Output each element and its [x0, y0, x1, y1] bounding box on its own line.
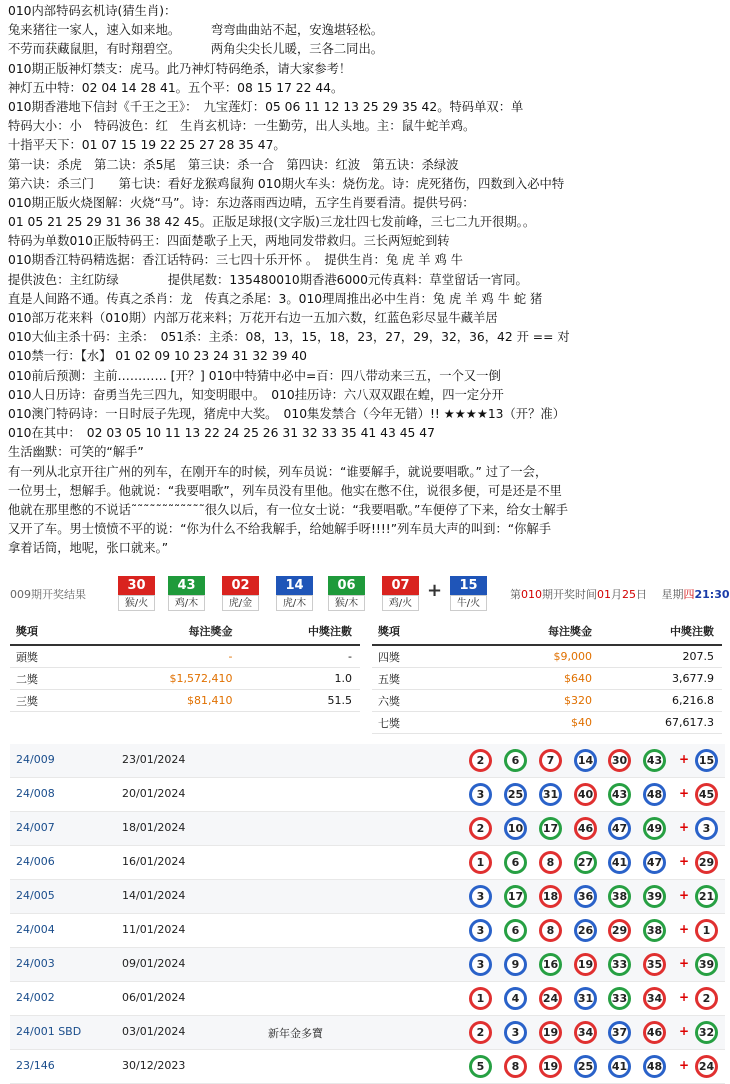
- result-ball: 18: [539, 885, 562, 908]
- special-ball-number: 15: [450, 576, 487, 595]
- next-draw-weekday: 四: [683, 588, 695, 601]
- draw-number: 24/008: [16, 787, 55, 800]
- plus-sign: +: [679, 990, 690, 1004]
- draw-number: 24/001 SBD: [16, 1025, 82, 1038]
- draw-ball: [382, 576, 419, 611]
- prize-count: 6,216.8: [600, 690, 722, 712]
- result-special-ball: 39: [695, 953, 718, 976]
- result-row: [10, 982, 725, 1016]
- draw-note: 新年金多寶: [268, 1027, 323, 1040]
- result-ball: 36: [574, 885, 597, 908]
- text-line: 他就在那里憋的不说话˜˜˜˜˜˜˜˜˜˜˜˜很久以后，有一位女士说：“我要唱歌。”车便停了下来，给女士解手: [8, 502, 568, 517]
- text-line: 010大仙主杀十码：主杀： 051杀：主杀：08，13，15，18，23，27，29，32，36，42 开 == 对: [8, 330, 570, 345]
- prize-item-header: 獎項: [372, 618, 470, 645]
- result-ball: 9: [504, 953, 527, 976]
- result-ball: 2: [469, 1021, 492, 1044]
- special-plus: +: [427, 580, 443, 601]
- plus-sign: +: [679, 888, 690, 902]
- draw-date: 06/01/2024: [122, 991, 186, 1004]
- prize-count: 207.5: [600, 645, 722, 668]
- result-ball: 47: [643, 851, 666, 874]
- draw-date: 14/01/2024: [122, 889, 186, 902]
- text-line: 十指平天下：01 07 15 19 22 25 27 28 35 47。: [8, 138, 286, 153]
- prize-row: [372, 712, 722, 734]
- result-ball: 35: [643, 953, 666, 976]
- result-ball: 48: [643, 1055, 666, 1078]
- result-ball: 19: [574, 953, 597, 976]
- result-ball: 16: [539, 953, 562, 976]
- text-line: 生活幽默：可笑的“解手”: [8, 445, 144, 460]
- next-draw-prefix: 第: [510, 588, 521, 601]
- text-line: 010内部特码玄机诗(猜生肖)：: [8, 4, 177, 18]
- plus-sign: +: [679, 1024, 690, 1038]
- result-ball: 8: [539, 919, 562, 942]
- result-ball: 2: [469, 817, 492, 840]
- prize-item: 二獎: [10, 668, 108, 690]
- prize-count: 1.0: [240, 668, 360, 690]
- prize-amount: $1,572,410: [108, 668, 240, 690]
- text-line: 01 05 21 25 29 31 36 38 42 45。正版足球报(文字版)三龙壮四七发前峰，三七二九开很期。。: [8, 215, 536, 230]
- result-ball: 43: [643, 749, 666, 772]
- prize-row: [10, 690, 360, 712]
- prize-count-header: 中獎注數: [240, 618, 360, 645]
- next-draw-month: 01: [597, 588, 611, 601]
- text-line: 提供波色：主红防绿 提供尾数：135480010期香港6000元传真料：草堂留话一宵同。: [8, 272, 528, 287]
- result-ball: 37: [608, 1021, 631, 1044]
- prize-table-left: [10, 618, 360, 712]
- result-row: [10, 948, 725, 982]
- draw-number: 23/146: [16, 1059, 55, 1072]
- text-line: 兔来猪往一家人，速入如来地。 弯弯曲曲站不起，安逸堪轻松。: [8, 23, 384, 38]
- plus-sign: +: [679, 820, 690, 834]
- last-draw-label: 009期开奖结果: [10, 588, 86, 601]
- result-ball: 39: [643, 885, 666, 908]
- draw-number: 24/005: [16, 889, 55, 902]
- special-ball-zodiac: 牛/火: [450, 595, 487, 611]
- result-ball: 34: [643, 987, 666, 1010]
- result-special-ball: 21: [695, 885, 718, 908]
- result-ball: 7: [539, 749, 562, 772]
- draw-number: 24/007: [16, 821, 55, 834]
- text-line: 直是人间路不通。传真之杀肖：龙 传真之杀尾：3。010理周推出必中生肖：兔 虎 羊 鸡 牛 蛇 猪: [8, 291, 543, 306]
- result-ball: 25: [574, 1055, 597, 1078]
- prize-amount: $9,000: [470, 645, 600, 668]
- prize-item: 五獎: [372, 668, 470, 690]
- prize-amount-header: 每注獎金: [108, 618, 240, 645]
- result-ball: 38: [608, 885, 631, 908]
- draw-number: 24/006: [16, 855, 55, 868]
- text-line: 010澳门特码诗：一日时辰子先现，猪虎中大奖。 010集发禁合（今年无错）!! ★★★★13（开？准）: [8, 406, 565, 421]
- results-list: [10, 744, 725, 1084]
- result-row: [10, 1050, 725, 1084]
- result-ball: 6: [504, 749, 527, 772]
- next-draw-day: 25: [622, 588, 636, 601]
- prize-row: [372, 668, 722, 690]
- next-draw-day-unit: 日 星期: [636, 588, 684, 601]
- result-special-ball: 29: [695, 851, 718, 874]
- plus-sign: +: [679, 854, 690, 868]
- result-ball: 4: [504, 987, 527, 1010]
- result-ball: 17: [539, 817, 562, 840]
- draw-ball: [118, 576, 155, 611]
- result-ball: 10: [504, 817, 527, 840]
- prize-amount: $320: [470, 690, 600, 712]
- draw-date: 11/01/2024: [122, 923, 186, 936]
- plus-sign: +: [679, 956, 690, 970]
- result-ball: 33: [608, 987, 631, 1010]
- result-row: [10, 846, 725, 880]
- result-row: [10, 744, 725, 778]
- result-ball: 27: [574, 851, 597, 874]
- draw-date: 30/12/2023: [122, 1059, 186, 1072]
- result-ball: 38: [643, 919, 666, 942]
- draw-number: 24/002: [16, 991, 55, 1004]
- result-ball: 3: [469, 885, 492, 908]
- prize-row: [372, 645, 722, 668]
- prize-row: [10, 668, 360, 690]
- draw-number: 24/003: [16, 957, 55, 970]
- text-line: 特码大小：小 特码波色：红 生肖玄机诗：一生勤劳，出人头地。主：鼠牛蛇羊鸡。: [8, 119, 476, 134]
- draw-number: 24/004: [16, 923, 55, 936]
- result-ball: 8: [504, 1055, 527, 1078]
- result-ball: 1: [469, 987, 492, 1010]
- prize-row: [372, 690, 722, 712]
- result-ball: 33: [608, 953, 631, 976]
- result-row: [10, 778, 725, 812]
- special-ball: [450, 576, 487, 611]
- prize-item: 三獎: [10, 690, 108, 712]
- result-ball: 6: [504, 919, 527, 942]
- draw-date: 03/01/2024: [122, 1025, 186, 1038]
- text-line: 神灯五中特：02 04 14 28 41。五个平：08 15 17 22 44。: [8, 80, 344, 95]
- result-special-ball: 45: [695, 783, 718, 806]
- prediction-text-block: [8, 2, 724, 558]
- plus-sign: +: [679, 1058, 690, 1072]
- result-ball: 41: [608, 851, 631, 874]
- text-line: 010期正版神灯禁支：虎马。此乃神灯特码绝杀，请大家参考！: [8, 61, 352, 76]
- result-special-ball: 1: [695, 919, 718, 942]
- draw-ball: [276, 576, 313, 611]
- prize-amount-header: 每注獎金: [470, 618, 600, 645]
- result-row: [10, 880, 725, 914]
- text-line: 一位男士，想解手。他就说：“我要唱歌”，列车员没有里他。他实在憋不住，说很多便，可是还是不里: [8, 483, 562, 498]
- result-ball: 48: [643, 783, 666, 806]
- result-special-ball: 24: [695, 1055, 718, 1078]
- draw-date: 16/01/2024: [122, 855, 186, 868]
- text-line: 不劳而获藏鼠胆，有时翔碧空。 两角尖尖长儿暖，三各二同出。: [8, 42, 384, 57]
- result-ball: 46: [643, 1021, 666, 1044]
- draw-ball: [222, 576, 259, 611]
- draw-date: 09/01/2024: [122, 957, 186, 970]
- result-row: [10, 914, 725, 948]
- prize-count: 67,617.3: [600, 712, 722, 734]
- result-ball: 19: [539, 1021, 562, 1044]
- text-line: 010前后预测：主前………… [开？] 010中特猜中必中=百：四八带动来三五，一个又一倒: [8, 368, 501, 383]
- last-draw-panel: [0, 574, 730, 614]
- text-line: 010在其中： 02 03 05 10 11 13 22 24 25 26 31 32 33 35 41 43 45 47: [8, 426, 435, 441]
- draw-ball-zodiac: 虎/木: [276, 595, 313, 611]
- text-line: 010禁一行：【水】 01 02 09 10 23 24 31 32 39 40: [8, 349, 307, 364]
- plus-sign: +: [679, 786, 690, 800]
- result-ball: 26: [574, 919, 597, 942]
- result-ball: 47: [608, 817, 631, 840]
- prize-count-header: 中獎注數: [600, 618, 722, 645]
- next-draw-month-unit: 月: [611, 588, 622, 601]
- prize-amount: $640: [470, 668, 600, 690]
- result-ball: 1: [469, 851, 492, 874]
- result-ball: 30: [608, 749, 631, 772]
- prize-count: 51.5: [240, 690, 360, 712]
- text-line: 010期香港地下信封《千王之王》： 九宝莲灯：05 06 11 12 13 25 29 35 42。特码单双：单: [8, 99, 524, 114]
- draw-ball-zodiac: 鸡/木: [168, 595, 205, 611]
- result-ball: 5: [469, 1055, 492, 1078]
- result-special-ball: 3: [695, 817, 718, 840]
- result-ball: 8: [539, 851, 562, 874]
- draw-ball-zodiac: 猴/木: [328, 595, 365, 611]
- result-ball: 3: [504, 1021, 527, 1044]
- text-line: 010期正版火烧图解：火烧“马”。诗：东边落雨西边晴，五字生肖要看清。提供号码：: [8, 195, 475, 210]
- prize-amount: $81,410: [108, 690, 240, 712]
- result-special-ball: 15: [695, 749, 718, 772]
- result-special-ball: 32: [695, 1021, 718, 1044]
- text-line: 010部万花来料（010期）内部万花来料；万花开右边一五加六数，红蓝色彩尽显牛藏羊居: [8, 311, 498, 325]
- result-ball: 40: [574, 783, 597, 806]
- text-line: 又开了车。男士愤愤不平的说：“你为什么不给我解手，给她解手呀!!!!”列车员大声的叫到：“你解手: [8, 522, 552, 537]
- result-ball: 6: [504, 851, 527, 874]
- plus-sign: +: [679, 752, 690, 766]
- prize-table-right: [372, 618, 722, 734]
- prize-item: 七獎: [372, 712, 470, 734]
- draw-ball-number: 43: [168, 576, 205, 595]
- next-draw-time: 21:30: [694, 588, 730, 601]
- draw-ball-number: 07: [382, 576, 419, 595]
- text-line: 特码为单数010正版特码王：四面楚歌子上天，两地同发带救归。三长两短蛇到转: [8, 234, 450, 249]
- result-ball: 31: [539, 783, 562, 806]
- result-ball: 25: [504, 783, 527, 806]
- prize-item-header: 獎項: [10, 618, 108, 645]
- next-draw-info: [510, 586, 730, 602]
- prize-item: 六獎: [372, 690, 470, 712]
- text-line: 010人日历诗：奋勇当先三四九，知变明眼中。 010挂历诗：六八双双跟在蝗，四一定分开: [8, 387, 504, 402]
- draw-ball: [328, 576, 365, 611]
- draw-ball-number: 06: [328, 576, 365, 595]
- prize-count: -: [240, 645, 360, 668]
- prize-item: 頭獎: [10, 645, 108, 668]
- result-ball: 3: [469, 919, 492, 942]
- result-ball: 46: [574, 817, 597, 840]
- text-line: 有一列从北京开往广州的列车，在刚开车的时候，列车员说：“谁要解手，就说要唱歌。” 过了一会，: [8, 464, 548, 479]
- draw-ball-number: 02: [222, 576, 259, 595]
- next-draw-text: 期开奖时间: [542, 588, 597, 601]
- result-ball: 31: [574, 987, 597, 1010]
- result-special-ball: 2: [695, 987, 718, 1010]
- draw-ball-number: 30: [118, 576, 155, 595]
- text-line: 第一诀：杀虎 第二诀：杀5尾 第三诀：杀一合 第四诀：红波 第五诀：杀绿波: [8, 157, 459, 172]
- result-row: [10, 1016, 725, 1050]
- result-ball: 14: [574, 749, 597, 772]
- draw-ball-number: 14: [276, 576, 313, 595]
- result-ball: 49: [643, 817, 666, 840]
- prize-row: [10, 645, 360, 668]
- draw-ball-zodiac: 猴/火: [118, 595, 155, 611]
- text-line: 010期香江特码精选据：香江话特码：三七四十乐开怀 。 提供生肖：兔 虎 羊 鸡 牛: [8, 253, 463, 268]
- text-line: 拿着话筒，地呢，张口就来。”: [8, 541, 169, 556]
- result-ball: 41: [608, 1055, 631, 1078]
- prize-count: 3,677.9: [600, 668, 722, 690]
- prize-amount: -: [108, 645, 240, 668]
- result-ball: 43: [608, 783, 631, 806]
- result-ball: 19: [539, 1055, 562, 1078]
- result-ball: 3: [469, 953, 492, 976]
- result-ball: 34: [574, 1021, 597, 1044]
- result-row: [10, 812, 725, 846]
- draw-date: 20/01/2024: [122, 787, 186, 800]
- text-line: 第六诀：杀三门 第七诀：看好龙猴鸡鼠狗 010期火车头：烧伤龙。诗：虎死猪伤，四数到入必中特: [8, 176, 565, 191]
- draw-number: 24/009: [16, 753, 55, 766]
- draw-ball-zodiac: 虎/金: [222, 595, 259, 611]
- draw-ball: [168, 576, 205, 611]
- prize-amount: $40: [470, 712, 600, 734]
- next-draw-issue: 010: [521, 588, 542, 601]
- plus-sign: +: [679, 922, 690, 936]
- draw-date: 23/01/2024: [122, 753, 186, 766]
- draw-ball-zodiac: 鸡/火: [382, 595, 419, 611]
- result-ball: 29: [608, 919, 631, 942]
- result-ball: 2: [469, 749, 492, 772]
- result-ball: 24: [539, 987, 562, 1010]
- result-ball: 17: [504, 885, 527, 908]
- prize-item: 四獎: [372, 645, 470, 668]
- result-ball: 3: [469, 783, 492, 806]
- draw-date: 18/01/2024: [122, 821, 186, 834]
